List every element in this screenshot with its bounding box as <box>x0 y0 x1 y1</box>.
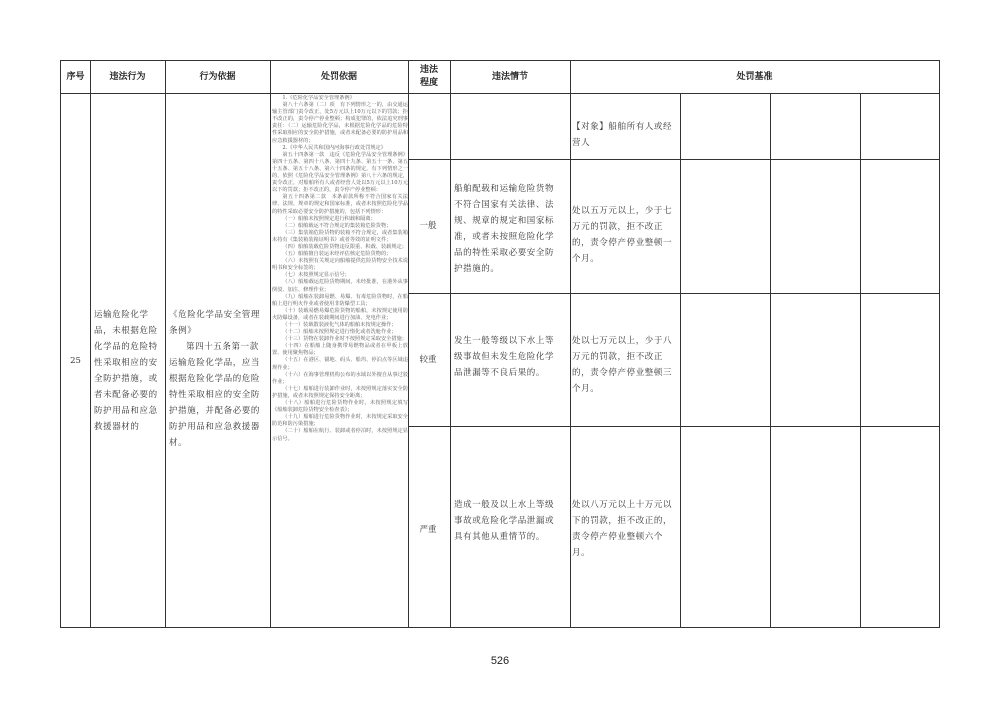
penalty-basis-paragraph: （十七）船舶进行装卸作业时，未按照规定落实安全防护措施，或者未按照规定保持安全距离； <box>272 385 408 399</box>
legal-basis-text: 第四十五条第一款 运输危险化学品，应当根据危险化学品的危险特性采取相应的安全防护措施，并配备必要的防护用品和应急救援器材。 <box>169 342 268 448</box>
standard-serious: 处以七万元以上，少于八万元的罚款，拒不改正的，责令停产停业整顿三个月。 <box>572 336 673 394</box>
header-situation: 违法情节 <box>491 71 528 82</box>
degree-severe: 严重 <box>419 525 437 535</box>
col-divider <box>408 61 409 627</box>
col-divider <box>570 61 571 627</box>
penalty-basis-paragraph: （九）船舶在装卸易燃、易爆、有毒危险货物时，在船舶上进行明火作业或者使用非防爆型工具； <box>272 293 408 307</box>
header-penalty-basis: 处罚依据 <box>320 71 357 82</box>
penalty-basis-paragraph: 2.《中华人民共和国内河海事行政处罚规定》 <box>282 144 386 151</box>
penalty-basis-paragraph: 第八十六条第（二）项 有下列情形之一的，由交通运输主管部门责令改正，处5万元以上10万元以下的罚款；拒不改正的，责令停产停业整顿；构成犯罪的，依法追究刑事责任：（二）运输危险化学品，未根据危险化学品的危险特性采取相应的安全防护措施，或者未配备必要的防护用品和应急救援器材的； <box>272 102 408 144</box>
penalty-basis-paragraph: （十三）货物在装卸作业时不按照规定采取安全措施； <box>282 336 407 343</box>
header-seq: 序号 <box>66 71 85 82</box>
legal-basis <box>169 307 267 451</box>
penalty-table <box>60 60 940 628</box>
penalty-object: 【对象】船舶所有人或经营人 <box>572 122 673 148</box>
header-act: 违法行为 <box>109 71 146 82</box>
col-divider <box>90 61 91 627</box>
header-divider <box>61 93 939 94</box>
col-divider <box>860 93 861 627</box>
col-divider <box>680 93 681 627</box>
situation-serious: 发生一般等级以下水上等级事故但未发生危险化学品泄漏等不良后果的。 <box>454 336 555 378</box>
penalty-basis-paragraph: （一）船舶未按照规定进行积载和隔离； <box>282 215 376 222</box>
situation-general: 船舶配载和运输危险货物不符合国家有关法律、法规、规章的规定和国家标准，或者未按照危险化学品的特性采取必要安全防护措施的。 <box>454 184 555 274</box>
penalty-basis-paragraph: 1.《危险化学品安全管理条例》 <box>282 95 355 101</box>
situation-severe: 造成一般及以上水上等级事故或危险化学品泄漏或具有其他从重情节的。 <box>454 500 555 542</box>
penalty-basis-paragraph: （十六）在海事管理机构公布的水域以外擅自从事过驳作业； <box>272 371 408 385</box>
col-divider <box>165 61 166 627</box>
header-basis: 行为依据 <box>199 71 236 82</box>
penalty-basis-paragraph: （三）集装箱危险货物的装箱不符合规定，或者集装箱未持有《集装箱装箱证明书》或者等效的证明文件； <box>272 229 408 243</box>
col-divider <box>450 61 451 627</box>
penalty-basis-paragraph: （五）船舶擅自装运未经评估核定危险货物的； <box>282 251 392 258</box>
penalty-basis-paragraph: （十五）在港区、锚地、码头、船坞、停泊点等区域违规作业； <box>272 357 408 371</box>
penalty-basis-paragraph: （二）船舶载运不符合规定的集装箱危险货物； <box>282 222 392 229</box>
degree-general: 一般 <box>419 221 437 231</box>
col-divider <box>770 93 771 627</box>
penalty-basis-paragraph: （十）装载易燃易爆危险货物的船舶，未按规定使用防火防爆设备，或者在装载期间进行加油、充电作业； <box>272 307 408 321</box>
penalty-basis-paragraph: （十九）船舶进行危险货物作业时，未按规定采取安全防范和防污染措施； <box>272 414 408 428</box>
penalty-basis-paragraph: （七）未按照规定显示信号； <box>282 272 350 279</box>
standard-severe: 处以八万元以上十万元以下的罚款，拒不改正的，责令停产停业整顿六个月。 <box>572 500 673 558</box>
standard-general: 处以五万元以上，少于七万元的罚款，拒不改正的，责令停产停业整顿一个月。 <box>572 206 673 264</box>
penalty-basis-paragraph: 第五十四条第一款 违反《危险化学品安全管理条例》第四十五条、第四十八条、第四十九条、第五十一条、第五十五条、第五十八条、第六十四条的规定，有下列情形之一的，依照《危险化学品安全管理条例》第八十六条的规定，责令改正，对船舶所有人或者经营人处以5万元以上10万元以下的罚款；拒不改正的，责令停产停业整顿： <box>272 151 408 194</box>
col-divider <box>270 61 271 627</box>
row-seq: 25 <box>70 356 81 366</box>
penalty-basis-paragraph: （十八）船舶进行危险货物作业时，未按照规定填写《船舶装卸危险货物安全检查表》； <box>272 400 408 414</box>
penalty-basis-paragraph: （十四）在船舶上随身携带易燃物品或者在甲板上放置、使用聚焦物品； <box>272 343 408 357</box>
penalty-basis-paragraph: （四）船舶装载危险货物违反限重、积载、装载规定； <box>282 243 407 250</box>
degree-serious: 较重 <box>419 355 437 365</box>
penalty-basis-paragraph: （二十）船舶在航行、装卸或者停泊时，未按照规定显示信号。 <box>272 428 408 442</box>
penalty-basis-paragraph: （十二）船舶未按照规定进行惰化或者洗舱作业； <box>282 329 397 336</box>
penalty-basis-paragraph: （六）未按照有关规定向船舶提供危险货物安全技术说明书和安全标签的； <box>272 258 408 272</box>
row-divider <box>408 159 939 160</box>
header-degree: 违法 程度 <box>419 65 438 88</box>
row-divider <box>408 293 939 294</box>
penalty-basis-paragraph: （十一）装载散装液化气体的船舶未按规定操作； <box>282 322 397 328</box>
penalty-basis-paragraph: （八）船舶载运危险货物期间，未经批准，在港外从事倒驳、加注、修理作业； <box>272 279 408 293</box>
legal-basis-title: 《危险化学品安全管理条例》 <box>169 310 261 336</box>
penalty-basis-paragraph: 第五十四条第二款 本条前款所称不符合国家有关法律、法规、规章的规定和国家标准，或者未按照危险化学品的特性采取必要安全防护措施的，包括下列情形： <box>272 194 408 215</box>
violation-act: 运输危险化学品，未根据危险化学品的危险特性采取相应的安全防护措施，或者未配备必要的防护用品和应急救援器材的 <box>94 310 158 432</box>
header-standard: 处罚基准 <box>736 71 773 82</box>
row-divider <box>408 426 939 427</box>
penalty-basis-text <box>272 95 408 627</box>
page-number: 526 <box>490 655 510 667</box>
